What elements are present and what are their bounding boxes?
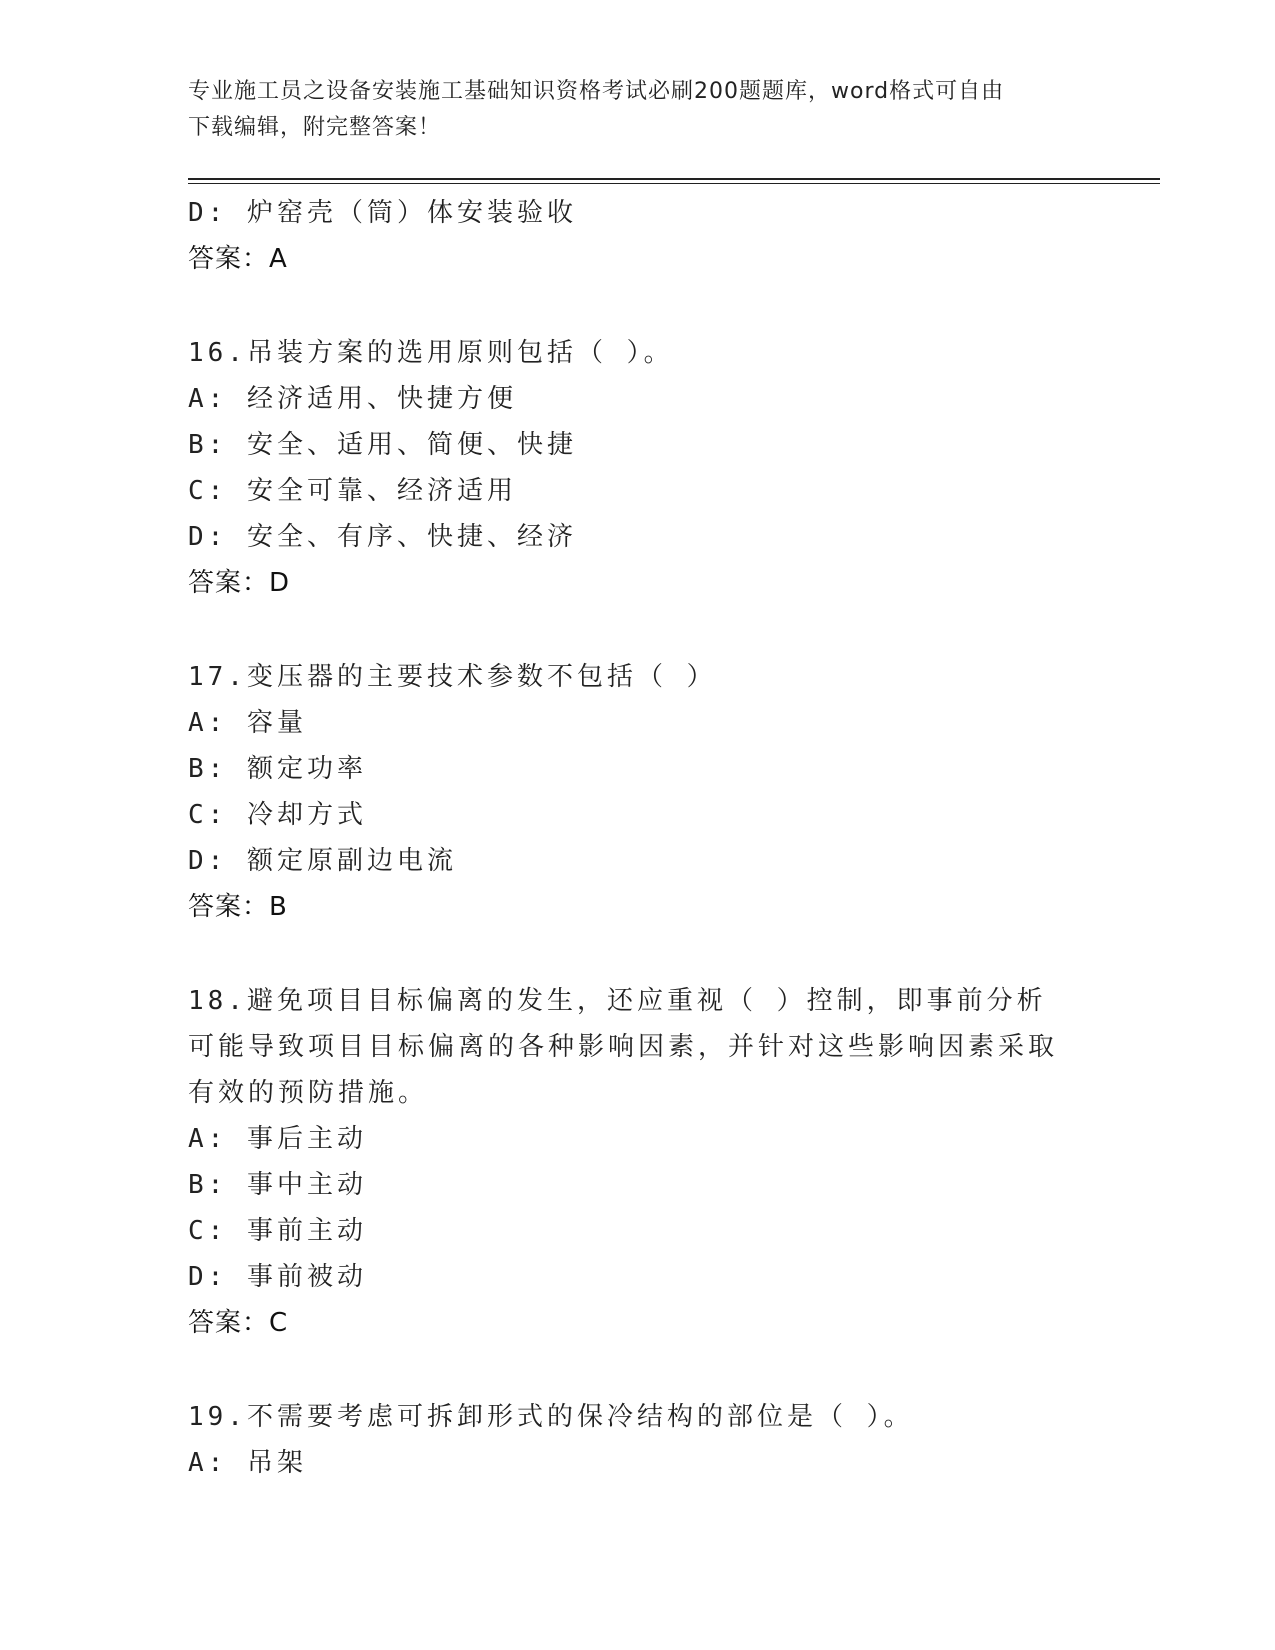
spacer [188, 930, 1088, 978]
option-c: C: 冷却方式 [188, 800, 367, 830]
option-a: A: 容量 [188, 708, 307, 738]
question-16 [188, 330, 1088, 606]
answer-line: 答案：D [188, 568, 291, 598]
option-d: D: 额定原副边电流 [188, 846, 457, 876]
spacer [188, 1346, 1088, 1394]
question-text: 18.避免项目目标偏离的发生，还应重视（ ）控制，即事前分析可能导致项目目标偏离的各种影响因素，并针对这些影响因素采取有效的预防措施。 [188, 986, 1059, 1108]
spacer [188, 282, 1088, 330]
spacer [188, 606, 1088, 654]
question-17 [188, 654, 1088, 930]
question-text: 16.吊装方案的选用原则包括（ ）。 [188, 338, 674, 368]
header-line-1: 专业施工员之设备安装施工基础知识资格考试必刷200题题库，word格式可自由 [188, 79, 1005, 104]
option-c: C: 事前主动 [188, 1216, 367, 1246]
header-rule-thick [188, 178, 1160, 180]
option-c: C: 安全可靠、经济适用 [188, 476, 517, 506]
question-15-tail [188, 190, 1088, 282]
option-d: D: 安全、有序、快捷、经济 [188, 522, 577, 552]
option-b: B: 事中主动 [188, 1170, 367, 1200]
answer-line: 答案：A [188, 244, 288, 274]
question-18 [188, 978, 1088, 1346]
option-b: B: 额定功率 [188, 754, 367, 784]
answer-line: 答案：B [188, 892, 288, 922]
question-list [188, 190, 1088, 1486]
option-a: A: 吊架 [188, 1448, 307, 1478]
option-d: D: 事前被动 [188, 1262, 367, 1292]
question-text: 17.变压器的主要技术参数不包括（ ） [188, 662, 717, 692]
document-header [188, 74, 1088, 146]
option-d: D: 炉窑壳（筒）体安装验收 [188, 198, 577, 228]
question-text: 19.不需要考虑可拆卸形式的保冷结构的部位是（ ）。 [188, 1402, 914, 1432]
question-19 [188, 1394, 1088, 1486]
answer-line: 答案：C [188, 1308, 289, 1338]
header-line-2: 下载编辑，附完整答案！ [188, 115, 442, 140]
header-rule-thin [188, 183, 1160, 184]
option-a: A: 事后主动 [188, 1124, 367, 1154]
option-a: A: 经济适用、快捷方便 [188, 384, 517, 414]
option-b: B: 安全、适用、简便、快捷 [188, 430, 577, 460]
